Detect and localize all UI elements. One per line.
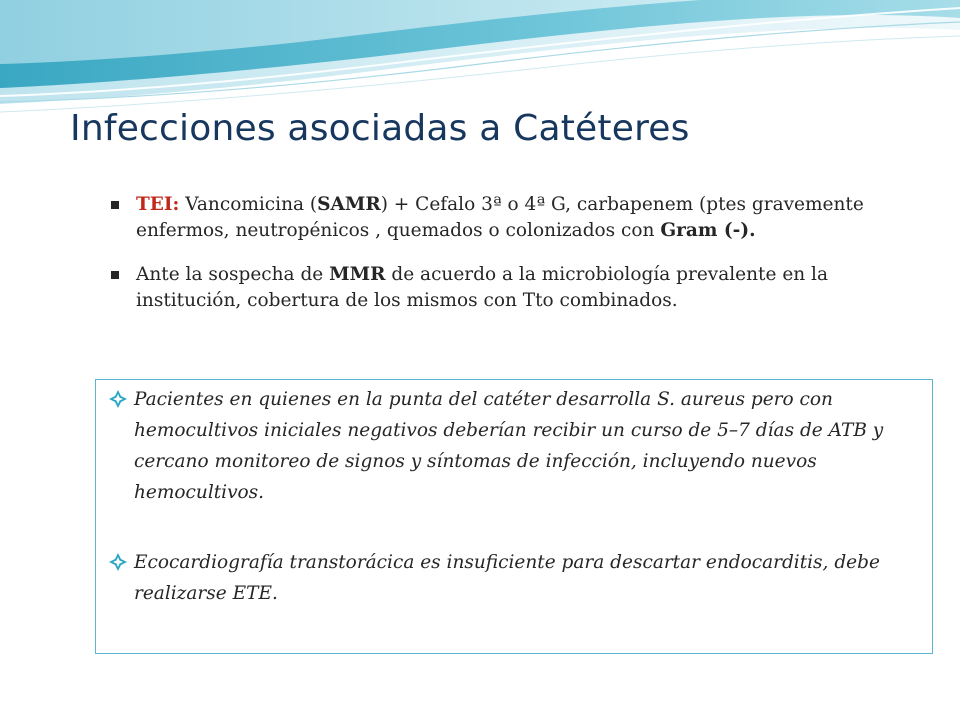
bullet-text: Ante la sospecha de: [136, 264, 330, 285]
bullet-text-bold: Gram (-).: [660, 220, 756, 241]
tei-label: TEI:: [136, 194, 180, 215]
list-item-recommendation: [108, 547, 920, 609]
bullet-list: [108, 192, 908, 332]
square-bullet-icon: [111, 271, 119, 279]
square-bullet-icon: [111, 201, 119, 209]
recommendation-box: [95, 379, 933, 654]
recommendation-text: Ecocardiografía transtorácica es insuficiente para descartar endocarditis, debe realizarse ETE.: [134, 552, 880, 604]
bullet-text-bold: SAMR: [317, 194, 381, 215]
bullet-text: ) + Cefalo 3ª o 4ª G, carbapenem (ptes gravemente enfermos, neutropénicos , quemados o colonizados con: [136, 194, 864, 241]
bullet-text: de acuerdo a la microbiología prevalente en la institución, cobertura de los mismos con Tto combinados.: [136, 264, 829, 311]
diamond-bullet-icon: [108, 389, 128, 409]
diamond-bullet-icon: [108, 552, 128, 572]
list-item-mmr: [108, 262, 908, 314]
page-title: Infecciones asociadas a Catéteres: [70, 108, 690, 149]
recommendation-list: [108, 384, 920, 648]
recommendation-text: Pacientes en quienes en la punta del catéter desarrolla S. aureus pero con hemocultivos iniciales negativos deberían recibir un curso de 5–7 días de ATB y cercano monitoreo de signos y síntomas de infección, incluyendo nuevos hemocultivos.: [134, 389, 884, 503]
bullet-text-bold: MMR: [329, 264, 386, 285]
list-item-recommendation: [108, 384, 920, 508]
list-item-tei: [108, 192, 908, 244]
bullet-text: Vancomicina (: [179, 194, 318, 215]
